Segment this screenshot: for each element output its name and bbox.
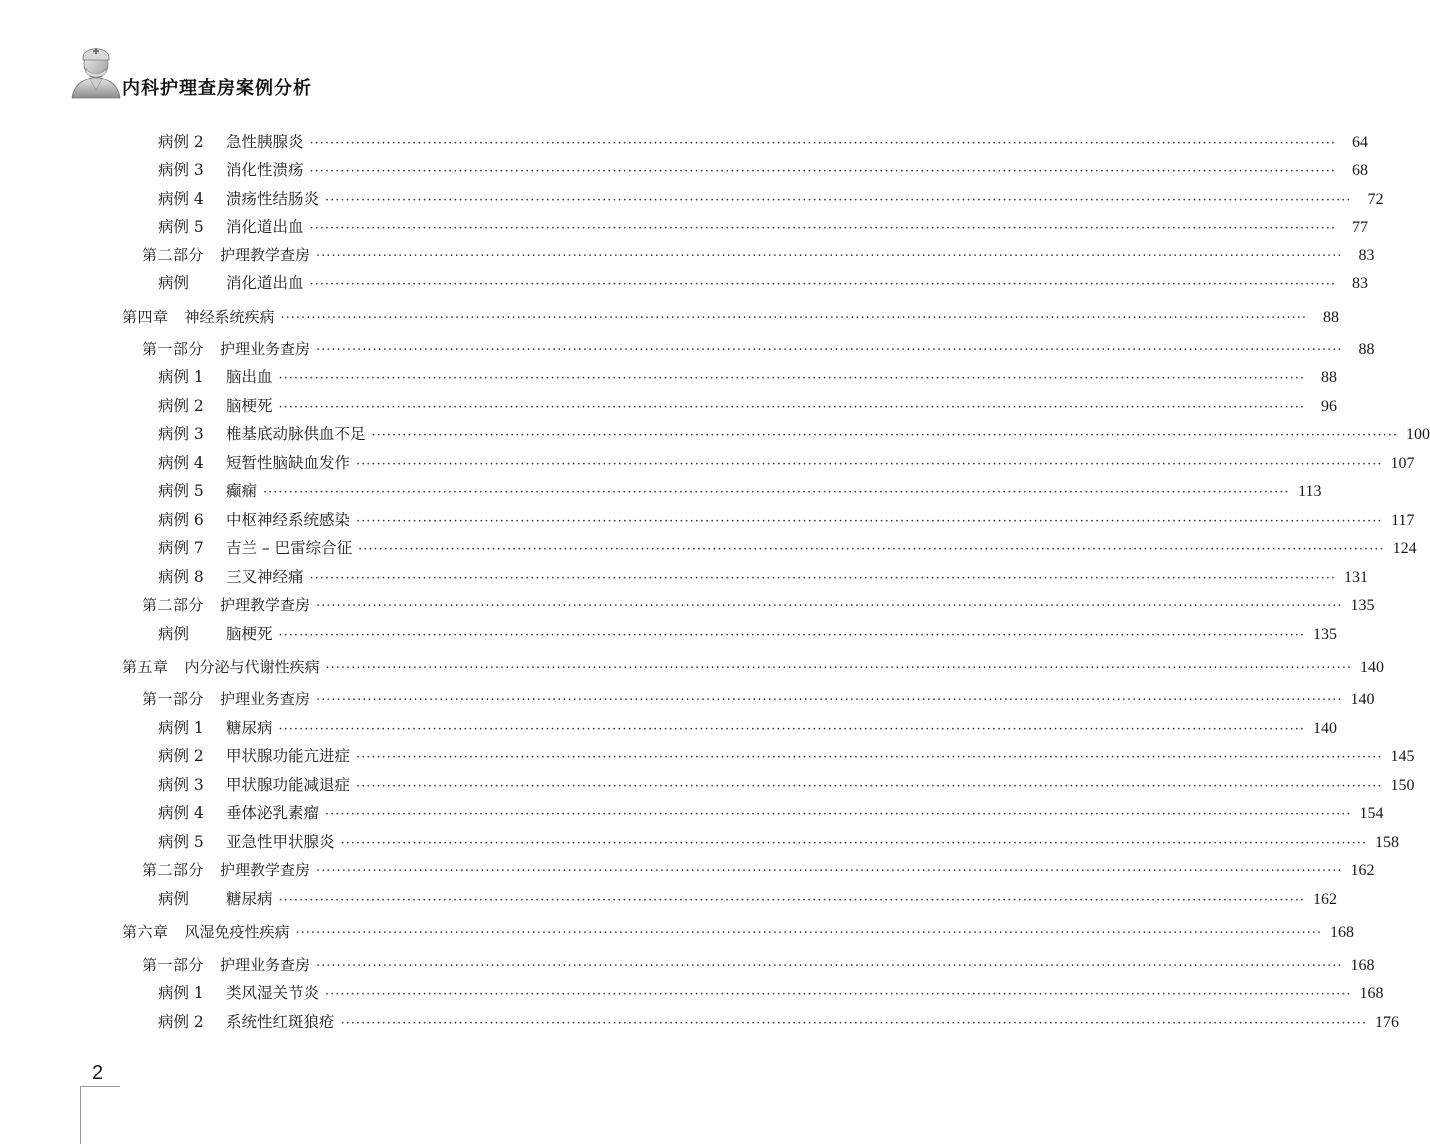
toc-entry-case xyxy=(158,830,1399,854)
toc-entry-number: 病例 2 xyxy=(158,397,204,415)
toc-entry-chapter xyxy=(122,655,1384,679)
dot-leader: ········································································································································································································ xyxy=(295,926,1322,941)
toc-entry-page: 162 xyxy=(1312,891,1337,908)
toc-entry-number: 第二部分 xyxy=(142,596,205,614)
dot-leader: ········································································································································································································ xyxy=(358,542,1385,557)
toc-entry-title: 甲状腺功能亢进症 xyxy=(226,747,351,765)
dot-leader: ········································································································································································································ xyxy=(340,836,1367,851)
toc-entry-title: 中枢神经系统感染 xyxy=(226,511,351,529)
dot-leader: ········································································································································································································ xyxy=(325,987,1352,1002)
toc-entry-title: 甲状腺功能减退症 xyxy=(226,776,351,794)
toc-entry-label xyxy=(158,981,319,1005)
toc-entry-title: 风湿免疫性疾病 xyxy=(184,923,290,941)
dot-leader: ········································································································································································································ xyxy=(278,371,1305,386)
toc-entry-case xyxy=(158,130,1368,154)
toc-entry-number: 病例 3 xyxy=(158,161,204,179)
toc-entry-page: 176 xyxy=(1374,1014,1399,1031)
toc-entry-case xyxy=(158,215,1368,239)
toc-entry-case xyxy=(158,801,1384,825)
toc-entry-title: 护理业务查房 xyxy=(220,956,311,974)
toc-entry-number: 病例 2 xyxy=(158,133,204,151)
toc-entry-page: 88 xyxy=(1358,341,1375,358)
toc-entry-page: 88 xyxy=(1323,309,1339,326)
toc-entry-number: 病例 5 xyxy=(158,833,204,851)
dot-leader: ········································································································································································································ xyxy=(316,693,1343,708)
toc-entry-case xyxy=(158,622,1337,646)
toc-entry-page: 168 xyxy=(1330,924,1354,941)
dot-leader: ········································································································································································································ xyxy=(280,311,1307,326)
toc-entry-part xyxy=(142,858,1375,882)
book-title: 内科护理查房案例分析 xyxy=(122,78,312,99)
toc-entry-title: 护理业务查房 xyxy=(220,690,311,708)
dot-leader: ········································································································································································································ xyxy=(356,779,1383,794)
dot-leader: ········································································································································································································ xyxy=(356,457,1383,472)
toc-entry-case xyxy=(158,744,1415,768)
toc-entry-page: 131 xyxy=(1343,569,1368,586)
corner-mark-horizontal xyxy=(80,1086,120,1087)
toc-entry-number: 第一部分 xyxy=(142,690,205,708)
toc-entry-case xyxy=(158,716,1337,740)
toc-entry-title: 护理教学查房 xyxy=(220,596,311,614)
toc-entry-title: 三叉神经痛 xyxy=(226,568,304,586)
toc-entry-chapter xyxy=(122,920,1354,944)
toc-entry-number: 病例 3 xyxy=(158,776,204,794)
toc-entry-part xyxy=(142,593,1375,617)
dot-leader: ········································································································································································································ xyxy=(278,722,1305,737)
toc-entry-case xyxy=(158,565,1368,589)
dot-leader: ········································································································································································································ xyxy=(316,599,1343,614)
toc-entry-label xyxy=(142,593,310,617)
toc-entry-number: 第五章 xyxy=(122,658,169,676)
dot-leader: ········································································································································································································ xyxy=(325,661,1352,676)
toc-entry-page: 64 xyxy=(1351,134,1368,151)
toc-entry-number: 病例 2 xyxy=(158,1013,204,1031)
toc-entry-label xyxy=(158,716,273,740)
toc-entry-number: 病例 6 xyxy=(158,511,204,529)
dot-leader: ········································································································································································································ xyxy=(309,571,1336,586)
toc-entry-page: 135 xyxy=(1350,597,1375,614)
toc-entry-label xyxy=(158,187,319,211)
toc-entry-page: 154 xyxy=(1359,805,1384,822)
toc-entry-page: 88 xyxy=(1320,369,1337,386)
toc-entry-case xyxy=(158,536,1417,560)
toc-entry-title: 糖尿病 xyxy=(226,719,273,737)
toc-entry-part xyxy=(142,337,1375,361)
toc-entry-label xyxy=(158,158,304,182)
toc-entry-title: 癫痫 xyxy=(226,482,258,500)
toc-entry-page: 168 xyxy=(1359,985,1384,1002)
toc-entry-label xyxy=(158,1010,335,1034)
toc-entry-label xyxy=(158,508,350,532)
toc-entry-title: 内分泌与代谢性疾病 xyxy=(184,658,320,676)
toc-entry-page: 145 xyxy=(1390,748,1415,765)
toc-entry-page: 150 xyxy=(1390,777,1415,794)
toc-entry-title: 急性胰腺炎 xyxy=(226,133,304,151)
toc-entry-page: 162 xyxy=(1350,862,1375,879)
toc-entry-title: 消化道出血 xyxy=(226,218,304,236)
toc-entry-page: 77 xyxy=(1351,219,1368,236)
doctor-avatar-icon xyxy=(70,40,122,100)
toc-entry-case xyxy=(158,187,1384,211)
toc-entry-label xyxy=(158,394,273,418)
toc-entry-number: 病例 2 xyxy=(158,747,204,765)
dot-leader: ········································································································································································································ xyxy=(316,959,1343,974)
toc-entry-case xyxy=(158,479,1322,503)
toc-entry-title: 类风湿关节炎 xyxy=(226,984,320,1002)
dot-leader: ········································································································································································································ xyxy=(278,400,1305,415)
toc-entry-number: 病例 1 xyxy=(158,368,204,386)
toc-entry-title: 垂体泌乳素瘤 xyxy=(226,804,320,822)
toc-entry-page: 168 xyxy=(1350,957,1375,974)
toc-entry-page: 135 xyxy=(1312,626,1337,643)
toc-entry-label xyxy=(158,801,319,825)
toc-entry-number: 病例 5 xyxy=(158,482,204,500)
toc-entry-number: 病例 xyxy=(158,625,190,643)
toc-entry-page: 83 xyxy=(1351,275,1368,292)
toc-entry-label xyxy=(122,920,290,944)
toc-entry-label xyxy=(122,305,275,329)
toc-entry-number: 病例 3 xyxy=(158,425,204,443)
corner-mark-vertical xyxy=(80,1086,81,1144)
toc-entry-label xyxy=(158,622,273,646)
toc-entry-page: 124 xyxy=(1392,540,1417,557)
toc-entry-title: 护理业务查房 xyxy=(220,340,311,358)
dot-leader: ········································································································································································································ xyxy=(356,514,1383,529)
toc-entry-number: 病例 4 xyxy=(158,804,204,822)
dot-leader: ········································································································································································································ xyxy=(325,807,1352,822)
toc-entry-number: 病例 7 xyxy=(158,539,204,557)
toc-entry-page: 113 xyxy=(1298,483,1322,500)
dot-leader: ········································································································································································································ xyxy=(278,628,1305,643)
dot-leader: ········································································································································································································ xyxy=(309,221,1336,236)
page-header xyxy=(62,40,762,104)
toc-entry-page: 117 xyxy=(1391,512,1415,529)
toc-entry-title: 脑出血 xyxy=(226,368,273,386)
toc-entry-number: 病例 1 xyxy=(158,719,204,737)
toc-entry-title: 脑梗死 xyxy=(226,625,273,643)
dot-leader: ········································································································································································································ xyxy=(325,193,1352,208)
toc-entry-case xyxy=(158,887,1337,911)
dot-leader: ········································································································································································································ xyxy=(309,136,1336,151)
toc-entry-page: 68 xyxy=(1351,162,1368,179)
toc-entry-case xyxy=(158,422,1430,446)
toc-entry-page: 96 xyxy=(1320,398,1337,415)
toc-entry-title: 溃疡性结肠炎 xyxy=(226,190,320,208)
toc-entry-title: 脑梗死 xyxy=(226,397,273,415)
toc-entry-title: 消化性溃疡 xyxy=(226,161,304,179)
toc-entry-case xyxy=(158,451,1415,475)
toc-entry-page: 72 xyxy=(1367,191,1384,208)
toc-entry-title: 系统性红斑狼疮 xyxy=(226,1013,335,1031)
toc-entry-case xyxy=(158,158,1368,182)
toc-entry-case xyxy=(158,394,1337,418)
toc-entry-page: 140 xyxy=(1350,691,1375,708)
toc-entry-label xyxy=(158,773,350,797)
toc-entry-title: 消化道出血 xyxy=(226,274,304,292)
toc-entry-number: 病例 xyxy=(158,274,190,292)
toc-entry-label xyxy=(158,830,335,854)
toc-entry-number: 第四章 xyxy=(122,308,169,326)
toc-entry-page: 140 xyxy=(1360,659,1384,676)
toc-entry-number: 病例 5 xyxy=(158,218,204,236)
toc-entry-label xyxy=(158,215,304,239)
toc-entry-label xyxy=(158,479,257,503)
toc-entry-case xyxy=(158,981,1384,1005)
toc-entry-part xyxy=(142,243,1375,267)
toc-entry-number: 病例 4 xyxy=(158,454,204,472)
toc-entry-number: 病例 xyxy=(158,890,190,908)
page-number: 2 xyxy=(92,1062,104,1084)
dot-leader: ········································································································································································································ xyxy=(316,864,1343,879)
toc-entry-case xyxy=(158,773,1415,797)
dot-leader: ········································································································································································································ xyxy=(356,750,1383,765)
toc-entry-page: 140 xyxy=(1312,720,1337,737)
toc-entry-label xyxy=(142,687,310,711)
toc-entry-label xyxy=(158,422,366,446)
dot-leader: ········································································································································································································ xyxy=(309,164,1336,179)
dot-leader: ········································································································································································································ xyxy=(316,343,1343,358)
toc-entry-label xyxy=(158,887,273,911)
toc-entry-title: 护理教学查房 xyxy=(220,246,311,264)
toc-entry-number: 第一部分 xyxy=(142,340,205,358)
dot-leader: ········································································································································································································ xyxy=(278,893,1305,908)
dot-leader: ········································································································································································································ xyxy=(371,428,1398,443)
toc-entry-case xyxy=(158,508,1415,532)
toc-entry-number: 第六章 xyxy=(122,923,169,941)
toc-entry-part xyxy=(142,687,1375,711)
toc-entry-title: 糖尿病 xyxy=(226,890,273,908)
dot-leader: ········································································································································································································ xyxy=(316,249,1343,264)
toc-entry-title: 亚急性甲状腺炎 xyxy=(226,833,335,851)
toc-entry-label xyxy=(158,451,350,475)
toc-entry-label xyxy=(142,337,310,361)
toc-entry-label xyxy=(158,744,350,768)
toc-entry-page: 158 xyxy=(1374,834,1399,851)
toc-entry-page: 83 xyxy=(1358,247,1375,264)
toc-entry-number: 病例 4 xyxy=(158,190,204,208)
toc-entry-label xyxy=(142,953,310,977)
dot-leader: ········································································································································································································ xyxy=(263,485,1290,500)
toc-entry-page: 107 xyxy=(1390,455,1415,472)
toc-entry-title: 神经系统疾病 xyxy=(184,308,275,326)
toc-entry-label xyxy=(142,858,310,882)
toc-entry-label xyxy=(158,565,304,589)
toc-entry-label xyxy=(158,536,352,560)
toc-entry-label xyxy=(158,365,273,389)
dot-leader: ········································································································································································································ xyxy=(340,1016,1367,1031)
toc-entry-number: 第二部分 xyxy=(142,861,205,879)
toc-entry-case xyxy=(158,1010,1399,1034)
toc-entry-label xyxy=(158,130,304,154)
toc-entry-number: 病例 8 xyxy=(158,568,204,586)
toc-entry-page: 100 xyxy=(1405,426,1430,443)
dot-leader: ········································································································································································································ xyxy=(309,277,1336,292)
toc-entry-part xyxy=(142,953,1375,977)
toc-entry-title: 椎基底动脉供血不足 xyxy=(226,425,366,443)
toc-entry-title: 护理教学查房 xyxy=(220,861,311,879)
toc-entry-number: 病例 1 xyxy=(158,984,204,1002)
toc-entry-label xyxy=(122,655,320,679)
toc-entry-chapter xyxy=(122,305,1339,329)
toc-entry-title: 吉兰 – 巴雷综合征 xyxy=(226,539,353,557)
toc-entry-label xyxy=(158,271,304,295)
toc-entry-number: 第一部分 xyxy=(142,956,205,974)
toc-entry-number: 第二部分 xyxy=(142,246,205,264)
toc-entry-title: 短暂性脑缺血发作 xyxy=(226,454,351,472)
toc-entry-case xyxy=(158,271,1368,295)
toc-entry-case xyxy=(158,365,1337,389)
toc-entry-label xyxy=(142,243,310,267)
